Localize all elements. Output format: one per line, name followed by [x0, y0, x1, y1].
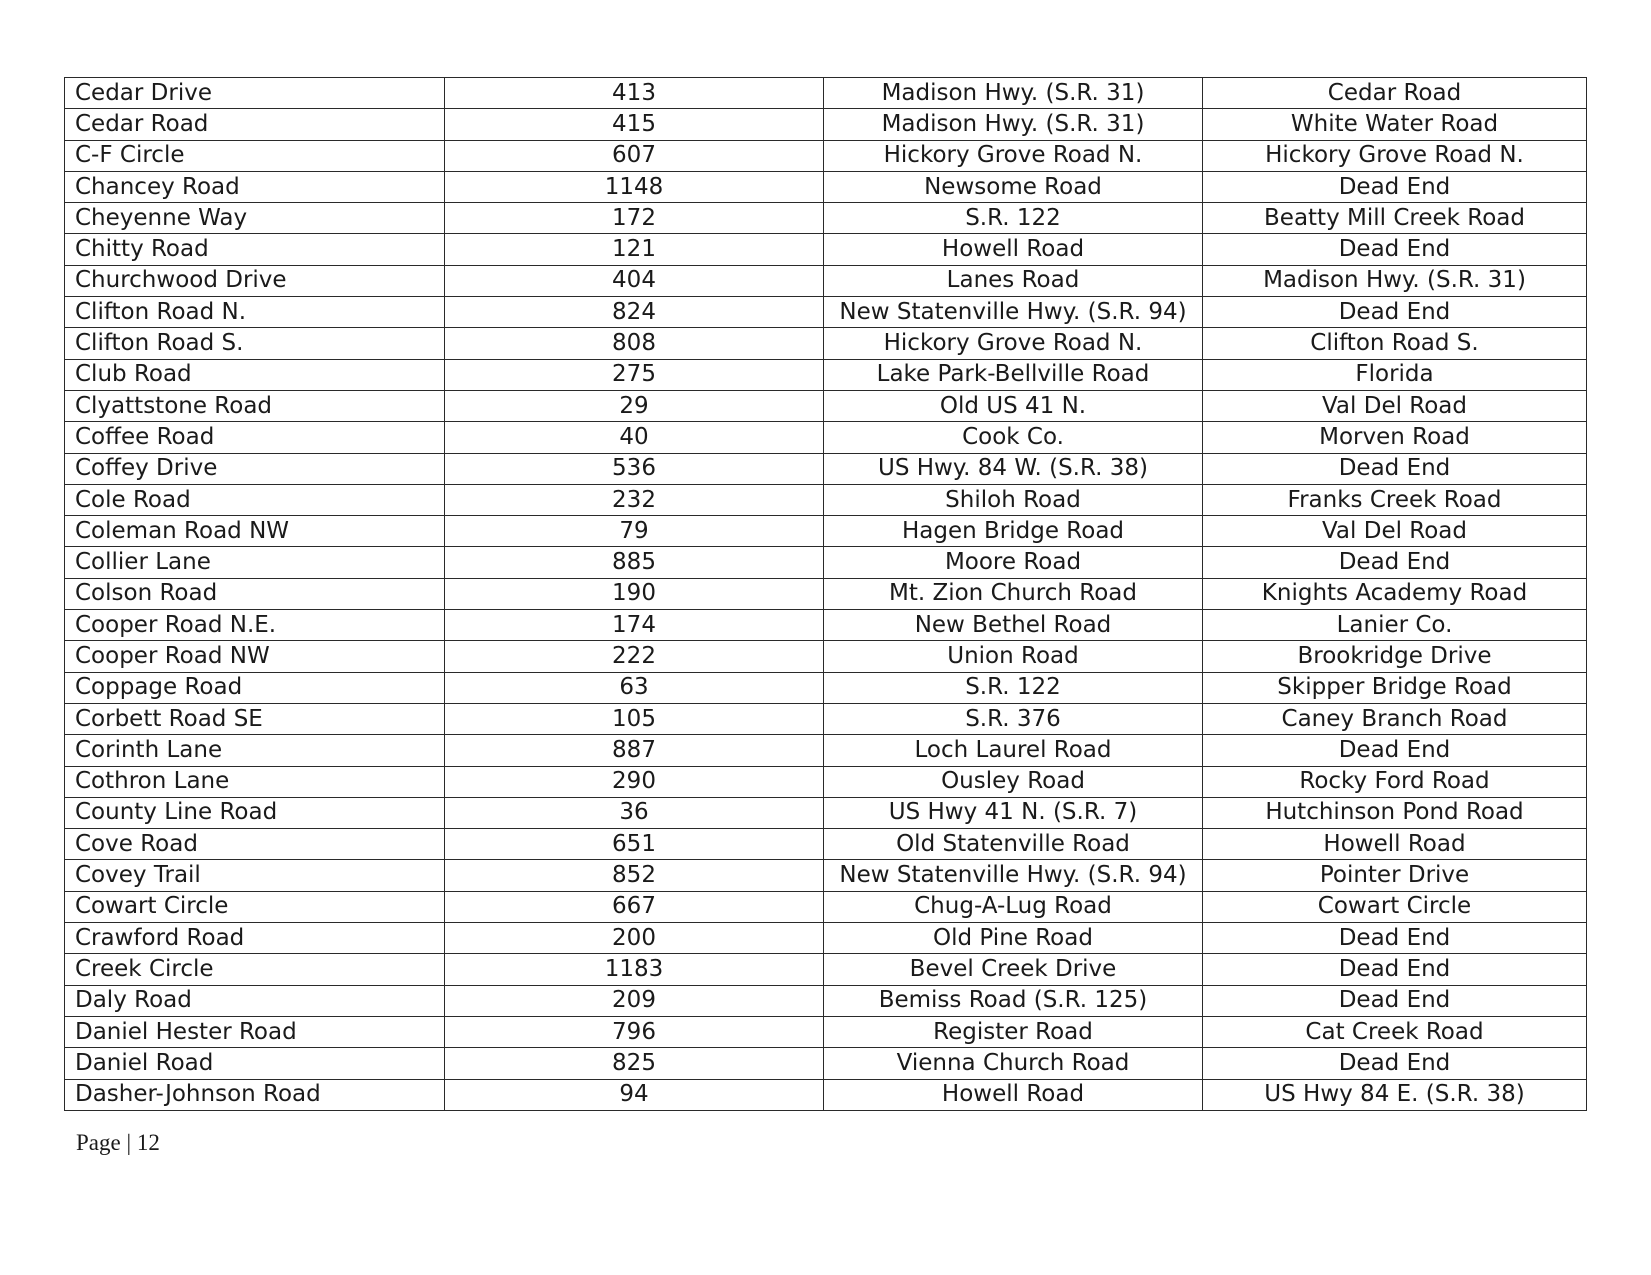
from-cell: Chug-A-Lug Road [824, 891, 1203, 922]
road-name-cell: Coleman Road NW [65, 516, 445, 547]
from-cell: Hickory Grove Road N. [824, 328, 1203, 359]
page-footer: Page | 12 [76, 1130, 160, 1155]
from-cell: S.R. 122 [824, 203, 1203, 234]
road-name-cell: Cole Road [65, 484, 445, 515]
road-name-cell: Cooper Road NW [65, 641, 445, 672]
road-name-cell: Coppage Road [65, 672, 445, 703]
from-cell: Old Statenville Road [824, 829, 1203, 860]
road-name-cell: Chitty Road [65, 234, 445, 265]
to-cell: Hickory Grove Road N. [1203, 140, 1587, 171]
to-cell: Dead End [1203, 171, 1587, 202]
to-cell: White Water Road [1203, 109, 1587, 140]
table-row [65, 78, 1587, 109]
to-cell: Pointer Drive [1203, 860, 1587, 891]
road-name-cell: Club Road [65, 359, 445, 390]
from-cell: Vienna Church Road [824, 1048, 1203, 1079]
from-cell: Bevel Creek Drive [824, 954, 1203, 985]
from-cell: New Statenville Hwy. (S.R. 94) [824, 297, 1203, 328]
table-row [65, 610, 1587, 641]
road-name-cell: Corbett Road SE [65, 703, 445, 734]
table-row [65, 891, 1587, 922]
road-name-cell: Cooper Road N.E. [65, 610, 445, 641]
road-name-cell: Clifton Road S. [65, 328, 445, 359]
road-number-cell: 651 [445, 829, 824, 860]
road-name-cell: County Line Road [65, 797, 445, 828]
table-row [65, 735, 1587, 766]
from-cell: New Bethel Road [824, 610, 1203, 641]
table-row [65, 297, 1587, 328]
road-number-cell: 200 [445, 923, 824, 954]
table-row [65, 265, 1587, 296]
to-cell: Caney Branch Road [1203, 703, 1587, 734]
road-number-cell: 824 [445, 297, 824, 328]
road-number-cell: 1183 [445, 954, 824, 985]
to-cell: Brookridge Drive [1203, 641, 1587, 672]
road-number-cell: 825 [445, 1048, 824, 1079]
from-cell: Newsome Road [824, 171, 1203, 202]
table-row [65, 390, 1587, 421]
table-row [65, 359, 1587, 390]
road-number-cell: 79 [445, 516, 824, 547]
from-cell: Madison Hwy. (S.R. 31) [824, 109, 1203, 140]
road-number-cell: 885 [445, 547, 824, 578]
to-cell: Dead End [1203, 985, 1587, 1016]
table-row [65, 140, 1587, 171]
table-row [65, 797, 1587, 828]
road-name-cell: Dasher-Johnson Road [65, 1079, 445, 1110]
road-name-cell: Coffey Drive [65, 453, 445, 484]
road-number-cell: 275 [445, 359, 824, 390]
table-row [65, 954, 1587, 985]
road-number-cell: 222 [445, 641, 824, 672]
to-cell: Madison Hwy. (S.R. 31) [1203, 265, 1587, 296]
road-number-cell: 290 [445, 766, 824, 797]
road-number-cell: 209 [445, 985, 824, 1016]
to-cell: Dead End [1203, 1048, 1587, 1079]
to-cell: Val Del Road [1203, 390, 1587, 421]
road-number-cell: 40 [445, 422, 824, 453]
to-cell: Florida [1203, 359, 1587, 390]
table-row [65, 703, 1587, 734]
table-row [65, 109, 1587, 140]
from-cell: Loch Laurel Road [824, 735, 1203, 766]
from-cell: Cook Co. [824, 422, 1203, 453]
road-number-cell: 94 [445, 1079, 824, 1110]
table-row [65, 516, 1587, 547]
from-cell: Old US 41 N. [824, 390, 1203, 421]
road-number-cell: 63 [445, 672, 824, 703]
to-cell: Lanier Co. [1203, 610, 1587, 641]
table-row [65, 234, 1587, 265]
from-cell: Hickory Grove Road N. [824, 140, 1203, 171]
road-name-cell: Clifton Road N. [65, 297, 445, 328]
from-cell: Lanes Road [824, 265, 1203, 296]
road-number-cell: 36 [445, 797, 824, 828]
road-name-cell: Cheyenne Way [65, 203, 445, 234]
table-row [65, 453, 1587, 484]
road-name-cell: Churchwood Drive [65, 265, 445, 296]
to-cell: Cowart Circle [1203, 891, 1587, 922]
road-name-cell: Cowart Circle [65, 891, 445, 922]
table-row [65, 484, 1587, 515]
road-number-cell: 413 [445, 78, 824, 109]
from-cell: Lake Park-Bellville Road [824, 359, 1203, 390]
from-cell: Register Road [824, 1016, 1203, 1047]
to-cell: Val Del Road [1203, 516, 1587, 547]
table-row [65, 672, 1587, 703]
to-cell: US Hwy 84 E. (S.R. 38) [1203, 1079, 1587, 1110]
from-cell: Hagen Bridge Road [824, 516, 1203, 547]
road-name-cell: Cove Road [65, 829, 445, 860]
table-row [65, 1048, 1587, 1079]
road-number-cell: 808 [445, 328, 824, 359]
table-row [65, 923, 1587, 954]
road-number-cell: 887 [445, 735, 824, 766]
to-cell: Dead End [1203, 297, 1587, 328]
to-cell: Dead End [1203, 954, 1587, 985]
from-cell: Moore Road [824, 547, 1203, 578]
to-cell: Dead End [1203, 453, 1587, 484]
table-row [65, 829, 1587, 860]
road-number-cell: 121 [445, 234, 824, 265]
table-row [65, 422, 1587, 453]
to-cell: Howell Road [1203, 829, 1587, 860]
road-number-cell: 607 [445, 140, 824, 171]
road-name-cell: Crawford Road [65, 923, 445, 954]
road-number-cell: 1148 [445, 171, 824, 202]
to-cell: Morven Road [1203, 422, 1587, 453]
from-cell: US Hwy 41 N. (S.R. 7) [824, 797, 1203, 828]
road-number-cell: 190 [445, 578, 824, 609]
road-number-cell: 852 [445, 860, 824, 891]
to-cell: Franks Creek Road [1203, 484, 1587, 515]
from-cell: Shiloh Road [824, 484, 1203, 515]
road-name-cell: Cedar Road [65, 109, 445, 140]
table-row [65, 985, 1587, 1016]
table-row [65, 578, 1587, 609]
from-cell: Old Pine Road [824, 923, 1203, 954]
road-name-cell: Covey Trail [65, 860, 445, 891]
to-cell: Knights Academy Road [1203, 578, 1587, 609]
road-number-cell: 172 [445, 203, 824, 234]
road-number-cell: 667 [445, 891, 824, 922]
from-cell: Union Road [824, 641, 1203, 672]
table-row [65, 766, 1587, 797]
to-cell: Dead End [1203, 547, 1587, 578]
road-number-cell: 105 [445, 703, 824, 734]
road-name-cell: Collier Lane [65, 547, 445, 578]
to-cell: Skipper Bridge Road [1203, 672, 1587, 703]
table-row [65, 860, 1587, 891]
to-cell: Beatty Mill Creek Road [1203, 203, 1587, 234]
road-name-cell: Corinth Lane [65, 735, 445, 766]
from-cell: Madison Hwy. (S.R. 31) [824, 78, 1203, 109]
to-cell: Hutchinson Pond Road [1203, 797, 1587, 828]
road-name-cell: Daniel Hester Road [65, 1016, 445, 1047]
road-number-cell: 174 [445, 610, 824, 641]
to-cell: Dead End [1203, 735, 1587, 766]
road-number-cell: 536 [445, 453, 824, 484]
road-name-cell: Coffee Road [65, 422, 445, 453]
from-cell: US Hwy. 84 W. (S.R. 38) [824, 453, 1203, 484]
to-cell: Cedar Road [1203, 78, 1587, 109]
from-cell: Mt. Zion Church Road [824, 578, 1203, 609]
road-name-cell: Daniel Road [65, 1048, 445, 1079]
from-cell: Howell Road [824, 1079, 1203, 1110]
road-number-cell: 415 [445, 109, 824, 140]
road-name-cell: Daly Road [65, 985, 445, 1016]
table-row [65, 547, 1587, 578]
from-cell: New Statenville Hwy. (S.R. 94) [824, 860, 1203, 891]
table-row [65, 171, 1587, 202]
to-cell: Dead End [1203, 923, 1587, 954]
road-table-body [65, 78, 1587, 1111]
table-row [65, 641, 1587, 672]
road-number-cell: 796 [445, 1016, 824, 1047]
road-name-cell: C-F Circle [65, 140, 445, 171]
road-name-cell: Cothron Lane [65, 766, 445, 797]
table-row [65, 203, 1587, 234]
to-cell: Dead End [1203, 234, 1587, 265]
road-number-cell: 29 [445, 390, 824, 421]
table-row [65, 328, 1587, 359]
table-row [65, 1016, 1587, 1047]
road-table [64, 77, 1587, 1111]
road-name-cell: Cedar Drive [65, 78, 445, 109]
from-cell: Ousley Road [824, 766, 1203, 797]
from-cell: S.R. 376 [824, 703, 1203, 734]
road-number-cell: 404 [445, 265, 824, 296]
road-name-cell: Colson Road [65, 578, 445, 609]
to-cell: Clifton Road S. [1203, 328, 1587, 359]
road-name-cell: Creek Circle [65, 954, 445, 985]
road-number-cell: 232 [445, 484, 824, 515]
from-cell: S.R. 122 [824, 672, 1203, 703]
to-cell: Cat Creek Road [1203, 1016, 1587, 1047]
road-name-cell: Clyattstone Road [65, 390, 445, 421]
road-name-cell: Chancey Road [65, 171, 445, 202]
table-row [65, 1079, 1587, 1110]
to-cell: Rocky Ford Road [1203, 766, 1587, 797]
from-cell: Bemiss Road (S.R. 125) [824, 985, 1203, 1016]
from-cell: Howell Road [824, 234, 1203, 265]
